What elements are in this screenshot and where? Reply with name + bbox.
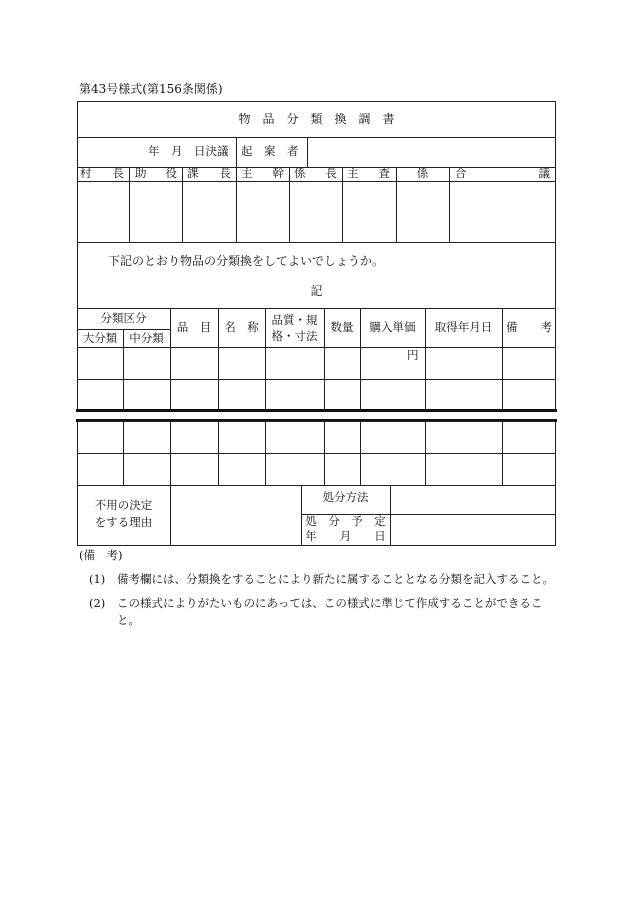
decision-date: 年 月 日決議 [148,144,229,158]
role-staff: 係 [416,166,429,180]
disposal-plan-label: 処 分 予 定 [305,514,386,528]
col-name: 名 称 [224,320,259,334]
note-item [79,595,559,631]
col-remarks: 備 考 [506,320,552,334]
note-item [79,571,559,589]
reason-label-2: をする理由 [94,515,153,529]
note-number: (2) [89,595,106,610]
disposal-method-field[interactable] [391,486,555,514]
role-deputy: 助 役 [135,166,177,180]
stamp-cell-staff-head[interactable] [290,182,342,241]
disposal-method-label: 処分方法 [322,490,369,504]
yen-unit: 円 [407,348,419,362]
role-chief: 主 幹 [241,166,284,180]
stamp-cell-chief[interactable] [237,182,289,241]
col-quantity: 数量 [330,320,354,334]
col-acquired-date: 取得年月日 [434,320,493,334]
stamp-cell-deputy[interactable] [130,182,182,241]
drafter-label: 起 案 者 [241,144,299,158]
document-title: 物 品 分 類 換 調 書 [238,112,395,126]
role-staff-head: 係 長 [294,166,337,180]
role-examiner: 主 査 [347,166,390,180]
notes-section [79,547,559,630]
disposal-date-label: 年 月 日 [305,529,386,543]
reason-field[interactable] [171,486,301,545]
table-break-line [76,409,557,412]
stamp-cell-staff[interactable] [397,182,449,241]
stamp-cell-village-head[interactable] [78,182,129,241]
form-label: 第43号様式(第156条関係) [79,82,223,96]
notes-title: (備 考) [79,548,123,562]
note-text: この様式によりがたいものにあっては、この様式に準じて作成することができること。 [117,595,543,628]
reason-label-1: 不用の決定 [94,498,153,512]
col-major: 大分類 [82,331,118,345]
stamp-cell-section-chief[interactable] [183,182,236,241]
note-number: (1) [89,571,106,586]
request-text: 下記のとおり物品の分類換をしてよいでしょうか。 [108,254,385,268]
col-item: 品 目 [176,320,212,334]
col-quality-2: 格・寸法 [271,329,318,343]
col-classification: 分類区分 [100,311,147,325]
col-middle: 中分類 [129,331,164,345]
role-village-head: 村 長 [80,166,124,180]
disposal-plan-field[interactable] [391,515,555,545]
stamp-cell-council[interactable] [450,182,555,241]
note-text: 備考欄には、分類換をすることにより新たに属することとなる分類を記入すること。 [117,571,554,586]
col-unit-price: 購入単価 [369,320,416,334]
stamp-cell-examiner[interactable] [343,182,396,241]
role-council: 合 議 [455,166,550,180]
col-quality-1: 品質・規 [271,313,318,327]
role-section-chief: 課 長 [187,166,231,180]
ki-label: 記 [310,284,323,298]
